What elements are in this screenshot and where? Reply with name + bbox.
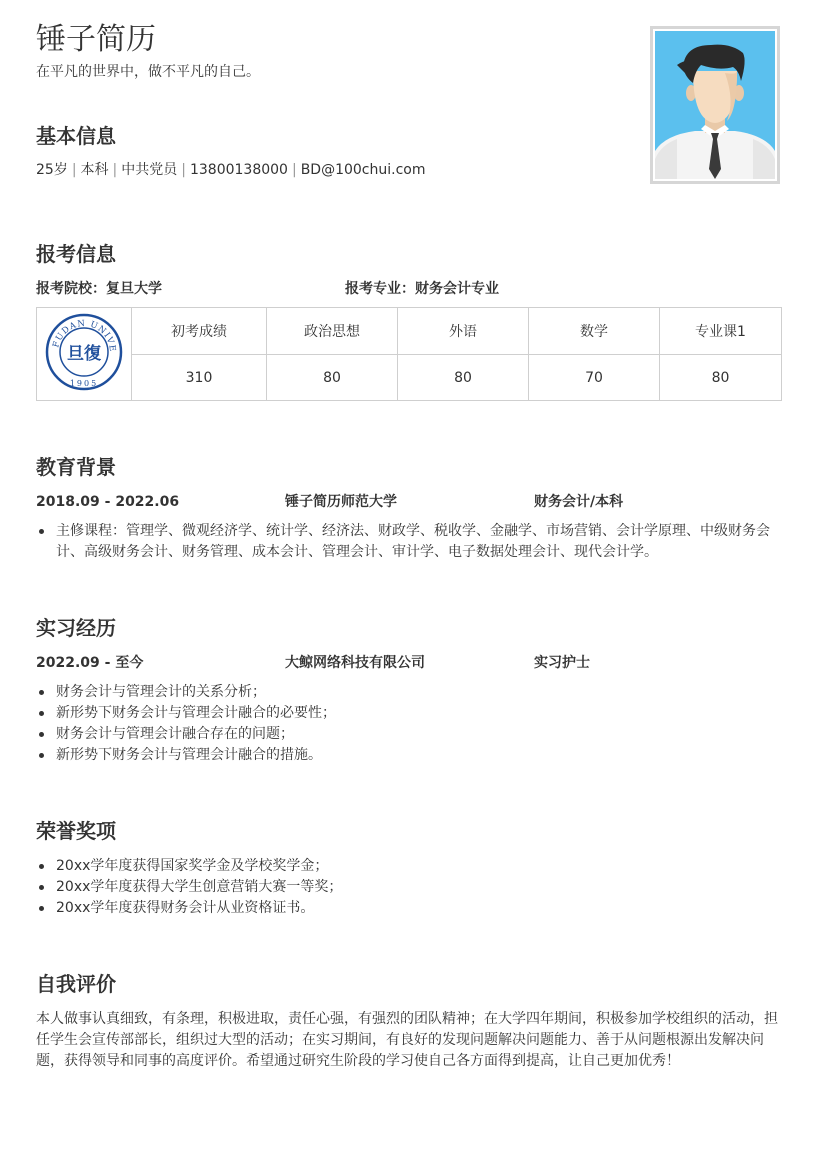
section-title-internship: 实习经历 bbox=[36, 616, 116, 640]
list-item: 20xx学年度获得大学生创意营销大赛一等奖； bbox=[36, 877, 788, 898]
profile-photo bbox=[650, 26, 780, 184]
score-value-cell: 80 bbox=[398, 355, 529, 401]
education-bullets bbox=[36, 521, 788, 563]
education-school: 锤子简历师范大学 bbox=[285, 494, 397, 510]
internship-bullets bbox=[36, 682, 788, 766]
internship-role: 实习护士 bbox=[534, 655, 590, 671]
list-item: 20xx学年度获得国家奖学金及学校奖学金； bbox=[36, 856, 788, 877]
fudan-logo-icon bbox=[44, 312, 124, 392]
resume-slogan: 在平凡的世界中，做不平凡的自己。 bbox=[36, 64, 260, 80]
score-header-cell: 数学 bbox=[529, 308, 660, 355]
separator: | bbox=[112, 162, 118, 178]
basic-party: 中共党员 bbox=[121, 162, 178, 178]
exam-school: 报考院校：复旦大学 bbox=[36, 281, 162, 297]
education-major: 财务会计/本科 bbox=[534, 494, 624, 510]
basic-info-line bbox=[36, 160, 425, 181]
separator: | bbox=[291, 162, 297, 178]
score-value-cell: 80 bbox=[267, 355, 398, 401]
list-item: 财务会计与管理会计融合存在的问题； bbox=[36, 724, 788, 745]
internship-period: 2022.09 - 至今 bbox=[36, 655, 144, 671]
score-value-cell: 70 bbox=[529, 355, 660, 401]
score-value-cell: 80 bbox=[660, 355, 782, 401]
education-period: 2018.09 - 2022.06 bbox=[36, 494, 180, 510]
section-title-exam: 报考信息 bbox=[36, 242, 116, 266]
logo-arc-text: FUDAN UNIVE bbox=[51, 318, 118, 353]
avatar-illustration bbox=[655, 31, 775, 179]
resume-title: 锤子简历 bbox=[36, 22, 156, 57]
list-item: 主修课程：管理学、微观经济学、统计学、经济法、财政学、税收学、金融学、市场营销、会计学原理、中级财务会计、高级财务会计、财务管理、成本会计、管理会计、审计学、电子数据处理会计、现代会计学。 bbox=[36, 521, 788, 563]
section-title-basic: 基本信息 bbox=[36, 124, 116, 148]
list-item: 新形势下财务会计与管理会计融合的必要性； bbox=[36, 703, 788, 724]
score-header-cell: 政治思想 bbox=[267, 308, 398, 355]
logo-glyph: 旦復 bbox=[67, 344, 101, 364]
basic-email: BD@100chui.com bbox=[300, 162, 426, 178]
self-eval-text: 本人做事认真细致，有条理，积极进取，责任心强，有强烈的团队精神；在大学四年期间，积极参加学校组织的活动，担任学生会宣传部部长，组织过大型的活动；在实习期间，有良好的发现问题解决问题能力、善于从问题根源出发解决问题，获得领导和同事的高度评价。希望通过研究生阶段的学习使自己各方面得到提高，让自己更加优秀！ bbox=[36, 1011, 778, 1069]
score-header-cell: 专业课1 bbox=[660, 308, 782, 355]
honors-bullets bbox=[36, 856, 788, 919]
separator: | bbox=[71, 162, 77, 178]
list-item: 新形势下财务会计与管理会计融合的措施。 bbox=[36, 745, 788, 766]
exam-major: 报考专业：财务会计专业 bbox=[345, 281, 499, 297]
section-title-education: 教育背景 bbox=[36, 455, 116, 479]
section-title-self-eval: 自我评价 bbox=[36, 972, 116, 996]
score-header-cell: 初考成绩 bbox=[132, 308, 267, 355]
university-logo-cell bbox=[37, 308, 132, 401]
score-value-cell: 310 bbox=[132, 355, 267, 401]
internship-company: 大鲸网络科技有限公司 bbox=[285, 655, 425, 671]
logo-year: 1905 bbox=[69, 379, 99, 388]
basic-age: 25岁 bbox=[36, 162, 68, 178]
section-title-honors: 荣誉奖项 bbox=[36, 819, 116, 843]
list-item: 20xx学年度获得财务会计从业资格证书。 bbox=[36, 898, 788, 919]
basic-phone: 13800138000 bbox=[189, 162, 288, 178]
basic-degree: 本科 bbox=[80, 162, 109, 178]
score-table bbox=[36, 307, 782, 401]
separator: | bbox=[181, 162, 186, 178]
list-item: 财务会计与管理会计的关系分析； bbox=[36, 682, 788, 703]
score-header-cell: 外语 bbox=[398, 308, 529, 355]
